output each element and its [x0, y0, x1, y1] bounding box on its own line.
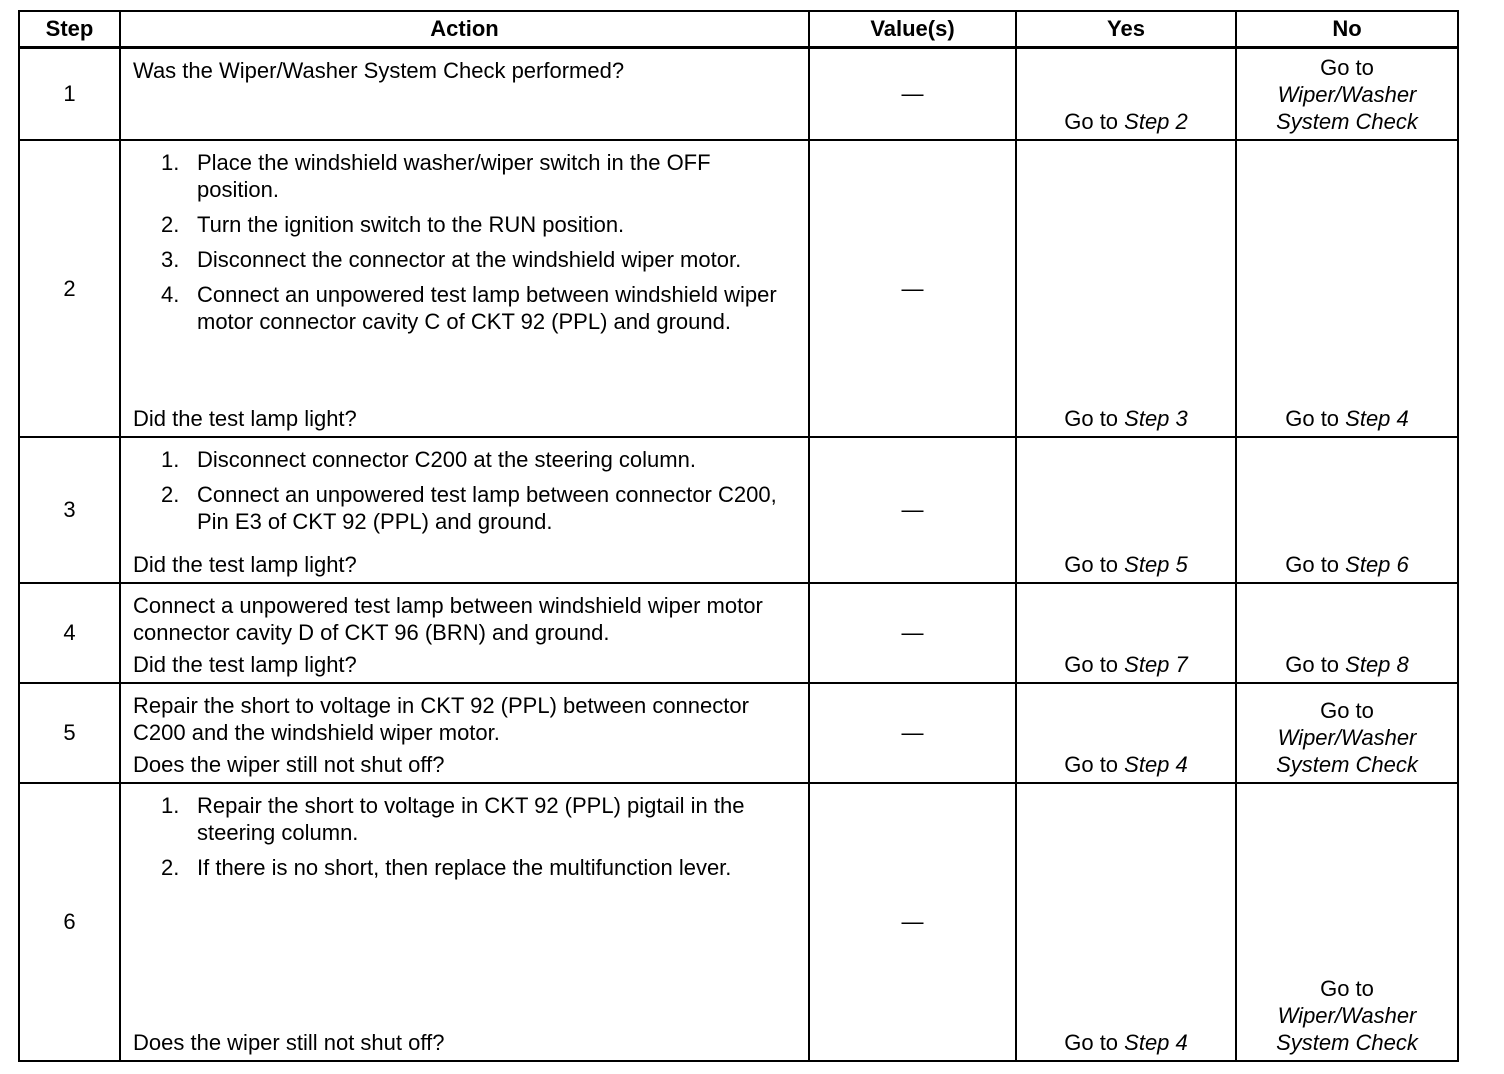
action-question: Does the wiper still not shut off? [133, 751, 445, 777]
action-step-text: Turn the ignition switch to the RUN position. [197, 211, 625, 237]
value-cell [809, 583, 1016, 683]
no-cell [1236, 48, 1458, 140]
no-target-line2: System Check [1276, 108, 1418, 134]
no-target: Step 6 [1345, 551, 1409, 577]
value-dash: — [901, 81, 924, 107]
action-step-text: Disconnect connector C200 at the steering column. [197, 446, 696, 472]
no-cell [1236, 437, 1458, 583]
table-row-step-4 [19, 583, 1458, 683]
value-dash: — [901, 720, 924, 745]
action-step-item [161, 246, 798, 273]
action-text: Connect a unpowered test lamp between windshield wiper motor connector cavity D of CKT 96 (BRN) and ground. [133, 592, 763, 645]
action-step-text: If there is no short, then replace the multifunction lever. [197, 854, 732, 880]
step-number: 3 [19, 437, 120, 583]
step-number: 6 [19, 783, 120, 1061]
no-prefix: Go to [1285, 405, 1346, 431]
yes-prefix: Go to [1064, 405, 1125, 431]
action-step-number: 1. [161, 149, 180, 175]
no-prefix: Go to [1320, 54, 1374, 80]
action-step-item [161, 854, 798, 881]
action-step-number: 2. [161, 854, 180, 880]
value-dash: — [901, 620, 924, 645]
no-prefix: Go to [1320, 975, 1374, 1001]
value-dash: — [901, 909, 924, 934]
value-cell [809, 437, 1016, 583]
action-question: Did the test lamp light? [133, 651, 357, 677]
action-cell [120, 783, 809, 1061]
header-row [19, 11, 1458, 48]
table-row-step-6 [19, 783, 1458, 1061]
action-step-item [161, 792, 798, 846]
yes-target: Step 4 [1124, 751, 1188, 777]
value-cell [809, 140, 1016, 437]
action-step-text: Place the windshield washer/wiper switch in the OFF position. [197, 149, 711, 202]
no-prefix: Go to [1285, 651, 1346, 677]
action-step-item [161, 149, 798, 203]
value-cell [809, 48, 1016, 140]
action-step-text: Connect an unpowered test lamp between windshield wiper motor connector cavity C of CKT 92 (PPL) and ground. [197, 281, 777, 334]
no-target-line2: System Check [1276, 1029, 1418, 1055]
action-text: Was the Wiper/Washer System Check performed? [133, 58, 625, 83]
no-cell [1236, 783, 1458, 1061]
yes-target: Step 4 [1124, 1029, 1188, 1055]
no-prefix: Go to [1320, 697, 1374, 723]
no-cell [1236, 140, 1458, 437]
action-step-number: 2. [161, 211, 180, 237]
no-target-line2: System Check [1276, 751, 1418, 777]
action-question: Did the test lamp light? [133, 551, 357, 577]
action-steps [133, 446, 798, 535]
action-step-number: 1. [161, 792, 180, 818]
action-step-item [161, 281, 798, 335]
action-cell [120, 583, 809, 683]
yes-target: Step 2 [1124, 108, 1188, 134]
step-number: 4 [19, 583, 120, 683]
step-number: 5 [19, 683, 120, 783]
table-row-step-5 [19, 683, 1458, 783]
yes-target: Step 7 [1124, 651, 1188, 677]
header-action: Action [120, 11, 809, 48]
action-step-number: 4. [161, 281, 180, 307]
value-cell [809, 783, 1016, 1061]
action-question: Did the test lamp light? [133, 405, 357, 431]
header-yes: Yes [1016, 11, 1236, 48]
yes-target: Step 3 [1124, 405, 1188, 431]
step-number: 1 [19, 48, 120, 140]
action-step-item [161, 211, 798, 238]
yes-prefix: Go to [1064, 651, 1125, 677]
action-cell [120, 140, 809, 437]
value-cell [809, 683, 1016, 783]
action-step-number: 1. [161, 446, 180, 472]
yes-cell [1016, 437, 1236, 583]
yes-prefix: Go to [1064, 751, 1125, 777]
no-target: Wiper/Washer [1277, 724, 1417, 750]
action-step-text: Repair the short to voltage in CKT 92 (PPL) pigtail in the steering column. [197, 792, 745, 845]
step-number: 2 [19, 140, 120, 437]
value-dash: — [901, 275, 924, 301]
action-cell [120, 48, 809, 140]
value-dash: — [901, 497, 924, 522]
no-target: Step 8 [1345, 651, 1409, 677]
action-step-number: 2. [161, 481, 180, 507]
action-steps [133, 792, 798, 881]
yes-cell [1016, 683, 1236, 783]
yes-prefix: Go to [1064, 1029, 1125, 1055]
header-no: No [1236, 11, 1458, 48]
yes-cell [1016, 48, 1236, 140]
no-target: Step 4 [1345, 405, 1409, 431]
no-cell [1236, 683, 1458, 783]
yes-target: Step 5 [1124, 551, 1188, 577]
yes-cell [1016, 783, 1236, 1061]
diagnostic-table [18, 10, 1459, 1062]
action-cell [120, 683, 809, 783]
action-steps [133, 149, 798, 335]
action-question: Does the wiper still not shut off? [133, 1029, 445, 1055]
action-step-number: 3. [161, 246, 180, 272]
action-step-text: Disconnect the connector at the windshield wiper motor. [197, 246, 742, 272]
no-cell [1236, 583, 1458, 683]
table-row-step-1 [19, 48, 1458, 140]
table-row-step-3 [19, 437, 1458, 583]
action-step-item [161, 481, 798, 535]
action-step-item [161, 446, 798, 473]
action-text: Repair the short to voltage in CKT 92 (PPL) between connector C200 and the windshield wiper motor. [133, 692, 749, 745]
no-target: Wiper/Washer [1277, 81, 1417, 107]
no-prefix: Go to [1285, 551, 1346, 577]
yes-cell [1016, 583, 1236, 683]
header-step: Step [19, 11, 120, 48]
yes-prefix: Go to [1064, 551, 1125, 577]
yes-cell [1016, 140, 1236, 437]
yes-prefix: Go to [1064, 108, 1125, 134]
header-values: Value(s) [809, 11, 1016, 48]
action-cell [120, 437, 809, 583]
table-row-step-2 [19, 140, 1458, 437]
no-target: Wiper/Washer [1277, 1002, 1417, 1028]
action-step-text: Connect an unpowered test lamp between connector C200, Pin E3 of CKT 92 (PPL) and ground. [197, 481, 777, 534]
